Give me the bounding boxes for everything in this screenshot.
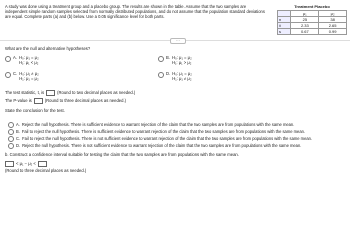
conclusion-option-b[interactable] [8,128,305,135]
option-letter: D. [16,142,21,148]
option-letter: C. [16,135,21,141]
radio-button[interactable] [158,56,164,62]
row-label-s: s [278,29,291,35]
alt-hypothesis: H₁: μ₁ ≠ μ₂ [172,76,192,81]
conclusion-option-a[interactable] [8,121,294,128]
option-letter: A. [13,55,17,60]
p-value-note: (Round to three decimal places as needed.) [44,98,127,104]
ci-upper-input[interactable] [38,161,47,167]
alt-hypothesis: H₁: μ₁ > μ₂ [171,60,192,65]
ci-lower-input[interactable] [5,161,14,167]
option-letter: A. [16,121,20,127]
radio-button[interactable] [5,56,11,62]
test-statistic-label: The test statistic, t, is [5,90,45,96]
table-row [278,29,347,35]
option-letter: D. [166,71,171,76]
hypotheses [19,55,39,65]
option-text: Fail to reject the null hypothesis. There is sufficient evidence to warrant rejection of the claim that the two samples are from populations with the same mean. [21,128,306,134]
conclusion-prompt: State the conclusion for the test. [5,108,65,113]
radio-button[interactable] [158,72,164,78]
null-hypothesis: H₀: μ₁ ≠ μ₂ [19,71,39,76]
row-label-n: n [278,17,291,23]
option-letter: C. [13,71,18,76]
hypotheses [19,71,39,81]
cell-xbar-placebo: 2.65 [319,23,347,29]
part-b-prompt: b. Construct a confidence interval suitable for testing the claim that the two samples are from populations with the same mean. [5,152,239,157]
null-hypothesis: H₀: μ₁ = μ₂ [18,55,39,60]
radio-button[interactable] [5,72,11,78]
radio-button[interactable] [8,122,14,128]
radio-button[interactable] [8,136,14,142]
option-d[interactable] [158,71,192,81]
p-value-line [5,98,126,104]
alt-hypothesis: H₁: μ₁ < μ₂ [18,60,39,65]
p-value-label: The P-value is [5,98,32,104]
table-header-mu1: μ₁ [291,11,319,17]
p-value-input[interactable] [34,98,43,104]
cell-n-treatment: 25 [291,17,319,23]
test-statistic-note: (Round to two decimal places as needed.) [57,90,136,96]
option-b[interactable] [158,55,192,65]
statistics-table [277,10,347,35]
cell-xbar-treatment: 2.33 [291,23,319,29]
cell-n-placebo: 38 [319,17,347,23]
alt-hypothesis: H₁: μ₁ = μ₂ [19,76,39,81]
option-letter: B. [16,128,20,134]
hypotheses [172,55,192,65]
option-text: Fail to reject the null hypothesis. There is not sufficient evidence to warrant rejection of the claim that the two samples are from populations with the same mean. [22,135,313,141]
table-title: Treatment Placebo [294,4,330,9]
statistics-table-panel [277,4,347,35]
option-text: Reject the null hypothesis. There is sufficient evidence to warrant rejection of the claim that the two samples are from populations with the same mean. [21,121,295,127]
option-letter: B. [166,55,170,60]
cell-s-placebo: 0.99 [319,29,347,35]
null-hypothesis: H₀: μ₁ = μ₂ [172,71,192,76]
hypotheses [172,71,192,81]
question-a: What are the null and alternative hypotheses? [5,46,91,51]
ci-middle-text: < μ₁ − μ₂ < [16,161,36,167]
option-c[interactable] [5,71,39,81]
test-statistic-input[interactable] [46,90,55,96]
conclusion-option-d[interactable] [8,142,301,149]
confidence-interval-line [5,161,49,167]
cell-s-treatment: 0.67 [291,29,319,35]
radio-button[interactable] [8,129,14,135]
option-text: Reject the null hypothesis. There is not sufficient evidence to warrant rejection of the claim that the two samples are from populations with the same mean. [22,142,302,148]
row-label-xbar: x̄ [278,23,291,29]
test-statistic-line [5,90,135,96]
expand-ellipsis-button[interactable]: ··· [170,38,186,44]
problem-intro: A study was done using a treatment group and a placebo group. The results are shown in the table. Assume that the two samples are independent simple random samples selected from normally distributed populations, and do not assume that the population standard deviations are equal. Complete parts (a) and (b) below. Use a 0.05 significance level for both parts. [5,4,265,20]
table-header-mu2: μ₂ [319,11,347,17]
option-a[interactable] [5,55,39,65]
null-hypothesis: H₀: μ₁ = μ₂ [171,55,192,60]
radio-button[interactable] [8,143,14,149]
ci-note: (Round to three decimal places as needed.) [5,168,87,173]
conclusion-option-c[interactable] [8,135,312,142]
